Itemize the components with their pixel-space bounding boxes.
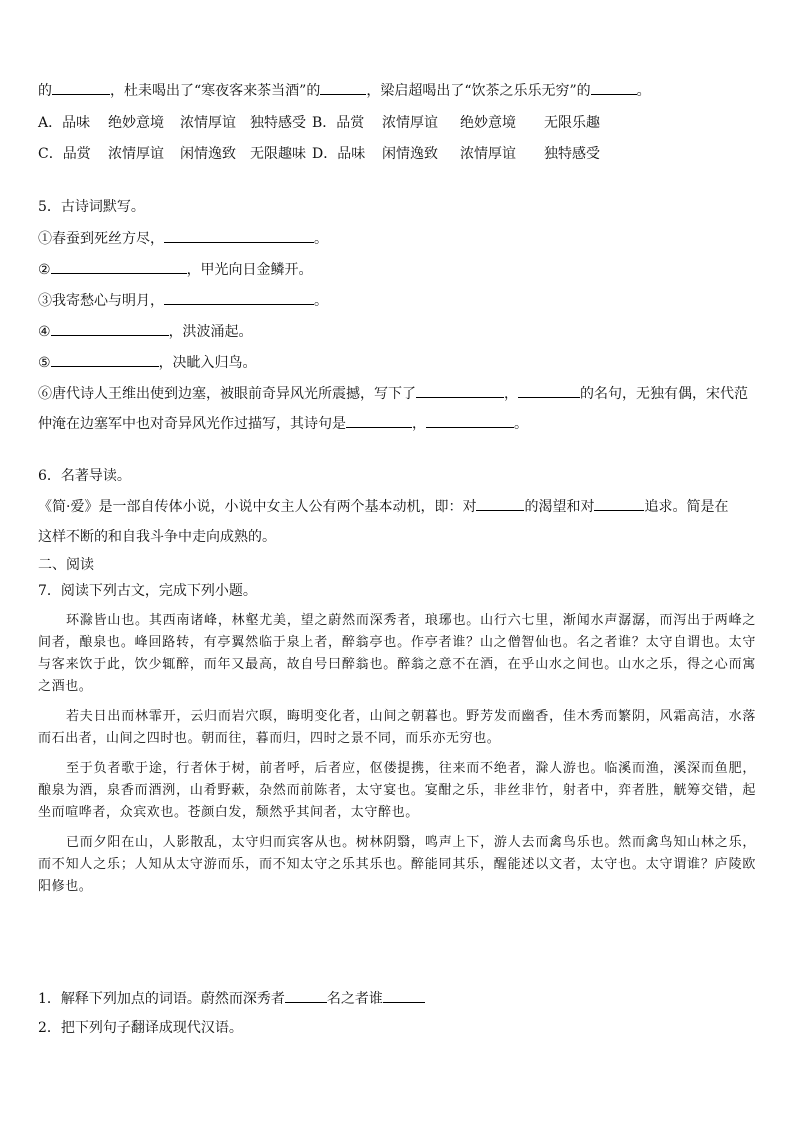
answer-blank[interactable] [518, 383, 580, 398]
section-heading: 二、阅读 [38, 557, 94, 573]
poem-text: ，洪波涌起。 [168, 324, 253, 340]
option-a-label[interactable]: A．品味 [38, 115, 91, 131]
answer-blank[interactable] [285, 988, 327, 1003]
q6-text: 追求。简是在 [644, 499, 729, 515]
q5-item-1 [38, 228, 328, 249]
option-text: 浓情厚谊 [108, 146, 164, 162]
answer-blank[interactable] [346, 413, 412, 428]
classical-passage [38, 610, 756, 906]
poem-text: ④ [38, 324, 51, 340]
answer-blank[interactable] [320, 80, 366, 95]
q6-line-1 [38, 496, 728, 517]
poem-text: ⑥唐代诗人王维出使到边塞，被眼前奇异风光所震撼，写下了 [38, 386, 416, 402]
passage-paragraph: 环滁皆山也。其西南诸峰，林壑尤美，望之蔚然而深秀者，琅琊也。山行六七里，渐闻水声潺潺，而泻出于两峰之间者，酿泉也。峰回路转，有亭翼然临于泉上者，醉翁亭也。作亭者谁？山之僧智仙也。名之者谁？太守自谓也。太守与客来饮于此，饮少辄醉，而年又最高，故自号曰醉翁也。醉翁之意不在酒，在乎山水之间也。山水之乐，得之心而寓之酒也。 [38, 613, 756, 694]
answer-blank[interactable] [426, 413, 514, 428]
option-text: 浓情厚谊 [460, 146, 516, 162]
answer-blank[interactable] [591, 80, 637, 95]
poem-text: 。 [314, 231, 328, 247]
option-d-label[interactable]: D．品味 [312, 146, 366, 162]
option-text: 独特感受 [250, 115, 306, 131]
poem-text: ，决眦入归鸟。 [158, 355, 257, 371]
q4-stem-line [38, 80, 651, 101]
option-text: 无限趣味 [250, 146, 306, 162]
poem-text: ⑤ [38, 355, 51, 371]
answer-blank[interactable] [52, 80, 110, 95]
q4-options-row-1 [38, 113, 600, 133]
option-text: 闲情逸致 [382, 146, 438, 162]
q5-item-5 [38, 352, 257, 373]
q5-title: 5．古诗词默写。 [38, 199, 145, 215]
passage-paragraph: 若夫日出而林霏开，云归而岩穴暝，晦明变化者，山间之朝暮也。野芳发而幽香，佳木秀而繁阴，风霜高洁，水落而石出者，山间之四时也。朝而往，暮而归，四时之景不同，而乐亦无穷也。 [38, 709, 756, 746]
q5-item-4 [38, 321, 253, 342]
q5-item-6 [38, 383, 748, 404]
answer-blank[interactable] [51, 259, 187, 274]
q4-options-row-2 [38, 144, 600, 164]
q6-line-2: 这样不断的和自我斗争中走向成熟的。 [38, 529, 276, 545]
q4-text: 的 [38, 83, 52, 99]
option-text: 浓情厚谊 [180, 115, 236, 131]
q6-title: 6．名著导读。 [38, 468, 131, 484]
subquestion-text: 名之者谁 [326, 991, 383, 1007]
answer-blank[interactable] [164, 228, 314, 243]
option-b-label[interactable]: B．品赏 [312, 115, 365, 131]
answer-blank[interactable] [164, 290, 314, 305]
poem-text: 的名句，无独有偶，宋代范 [580, 386, 748, 402]
q4-text: 。 [636, 83, 651, 99]
poem-text: 仲淹在边塞军中也对奇异风光作过描写，其诗句是 [38, 416, 346, 432]
q7-subquestion-1 [38, 988, 425, 1009]
answer-blank[interactable] [416, 383, 504, 398]
q6-text: 的渴望和对 [524, 499, 595, 515]
q4-text: ，杜耒喝出了“寒夜客来茶当酒”的 [110, 83, 321, 99]
poem-text: ，甲光向日金鳞开。 [186, 262, 313, 278]
answer-blank[interactable] [594, 496, 644, 511]
poem-text: ③我寄愁心与明月， [38, 293, 164, 309]
option-text: 无限乐趣 [544, 115, 600, 131]
answer-blank[interactable] [51, 321, 169, 336]
answer-blank[interactable] [51, 352, 159, 367]
answer-blank[interactable] [476, 496, 524, 511]
passage-paragraph: 已而夕阳在山，人影散乱，太守归而宾客从也。树林阴翳，鸣声上下，游人去而禽鸟乐也。然而禽鸟知山林之乐，而不知人之乐；人知从太守游而乐，而不知太守之乐其乐也。醉能同其乐，醒能述以文者，太守也。太守谓谁？庐陵欧阳修也。 [38, 835, 756, 894]
q6-text: 《简·爱》是一部自传体小说，小说中女主人公有两个基本动机，即：对 [38, 499, 477, 515]
poem-text: 。 [314, 293, 328, 309]
q4-text: ，梁启超喝出了“饮茶之乐乐无穷”的 [366, 83, 591, 99]
poem-text: ② [38, 262, 51, 278]
q7-title: 7．阅读下列古文，完成下列小题。 [38, 583, 257, 599]
poem-text: ， [504, 386, 518, 402]
passage-paragraph: 至于负者歌于途，行者休于树，前者呼，后者应，伛偻提携，往来而不绝者，滁人游也。临溪而渔，溪深而鱼肥，酿泉为酒，泉香而酒洌，山肴野蔌，杂然而前陈者，太守宴也。宴酣之乐，非丝非竹，射者中，弈者胜，觥筹交错，起坐而喧哗者，众宾欢也。苍颜白发，颓然乎其间者，太守醉也。 [38, 761, 756, 820]
q5-item-2 [38, 259, 313, 280]
poem-text: ①春蚕到死丝方尽， [38, 231, 164, 247]
q7-subquestion-2: 2．把下列句子翻译成现代汉语。 [38, 1020, 243, 1036]
option-text: 独特感受 [544, 146, 600, 162]
q5-item-3 [38, 290, 328, 311]
option-text: 浓情厚谊 [382, 115, 438, 131]
option-c-label[interactable]: C．品赏 [38, 146, 91, 162]
option-text: 绝妙意境 [108, 115, 164, 131]
option-text: 闲情逸致 [180, 146, 236, 162]
answer-blank[interactable] [383, 988, 425, 1003]
subquestion-text: 1．解释下列加点的词语。蔚然而深秀者 [38, 991, 285, 1007]
q5-item-6-cont [38, 413, 528, 434]
poem-text: ， [412, 416, 426, 432]
option-text: 绝妙意境 [460, 115, 516, 131]
poem-text: 。 [514, 416, 528, 432]
